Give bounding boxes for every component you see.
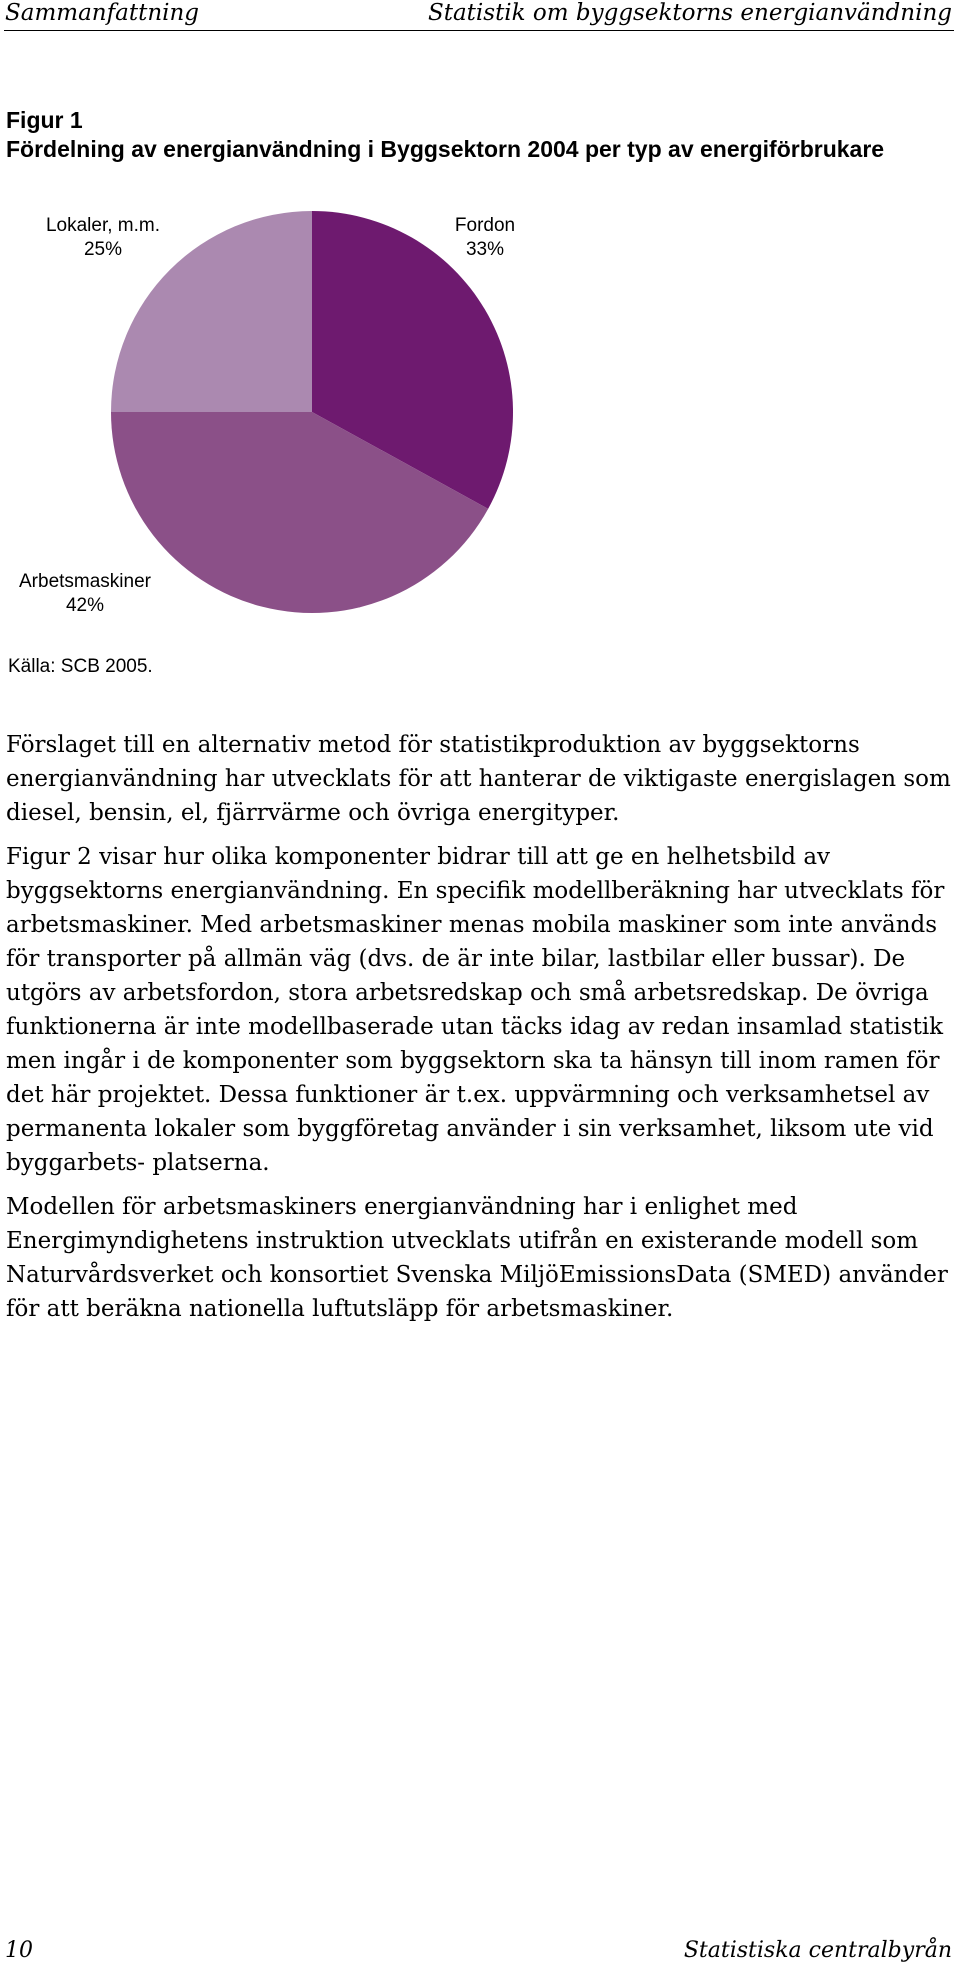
page-number: 10 xyxy=(5,1938,33,1963)
figure-source: Källa: SCB 2005. xyxy=(8,656,153,677)
pie-label-fordon-value: 33% xyxy=(465,239,505,260)
pie-label-arbetsmaskiner xyxy=(0,570,170,618)
body-text xyxy=(6,728,954,1336)
pie-label-lokaler xyxy=(38,214,168,262)
header-document-title: Statistik om byggsektorns energianvändning xyxy=(427,0,952,26)
figure-title: Fördelning av energianvändning i Byggsektorn 2004 per typ av energiförbrukare xyxy=(6,136,885,162)
paragraph-2: Figur 2 visar hur olika komponenter bidrar till att ge en helhetsbild av byggsektorns energianvändning. En specifik modellberäkning har utvecklats för arbetsmaskiner. Med arbetsmaskiner menas mobila maskiner som inte används för transporter på allmän väg (dvs. de är inte bilar, lastbilar eller bussar). De utgörs av arbetsfordon, stora arbetsredskap och små arbetsredskap. De övriga funktionerna är inte modellbaserade utan täcks idag av redan insamlad statistik men ingår i de komponenter som byggsektorn ska ta hänsyn till inom ramen för det här projektet. Dessa funktioner är t.ex. uppvärmning och verksamhetsel av permanenta lokaler som byggföretag använder i sin verksamhet, liksom ute vid byggarbets- platserna. xyxy=(6,844,945,1176)
header-rule xyxy=(4,30,954,31)
page-header xyxy=(0,0,960,30)
paragraph-1: Förslaget till en alternativ metod för statistikproduktion av byggsektorns energianvändning har utvecklats för att hanterar de viktigaste energislagen som diesel, bensin, el, fjärrvärme och övriga energityper. xyxy=(6,732,951,826)
pie-label-fordon xyxy=(425,214,545,262)
figure-title-block xyxy=(6,106,906,164)
footer-publisher: Statistiska centralbyrån xyxy=(683,1938,952,1963)
pie-label-lokaler-name: Lokaler, m.m. xyxy=(45,215,161,236)
pie-label-arbetsmaskiner-name: Arbetsmaskiner xyxy=(19,571,151,592)
pie-label-arbetsmaskiner-value: 42% xyxy=(65,595,105,616)
pie-label-fordon-name: Fordon xyxy=(454,215,516,236)
pie-label-lokaler-value: 25% xyxy=(83,239,123,260)
pie-chart xyxy=(0,190,960,630)
paragraph-3: Modellen för arbetsmaskiners energianvändning har i enlighet med Energimyndighetens instruktion utvecklats utifrån en existerande modell som Naturvårdsverket och konsortiet Svenska MiljöEmissionsData (SMED) använder för att beräkna nationella luftutsläpp för arbetsmaskiner. xyxy=(6,1194,948,1322)
header-section-title: Sammanfattning xyxy=(5,0,200,26)
figure-number: Figur 1 xyxy=(6,107,83,133)
